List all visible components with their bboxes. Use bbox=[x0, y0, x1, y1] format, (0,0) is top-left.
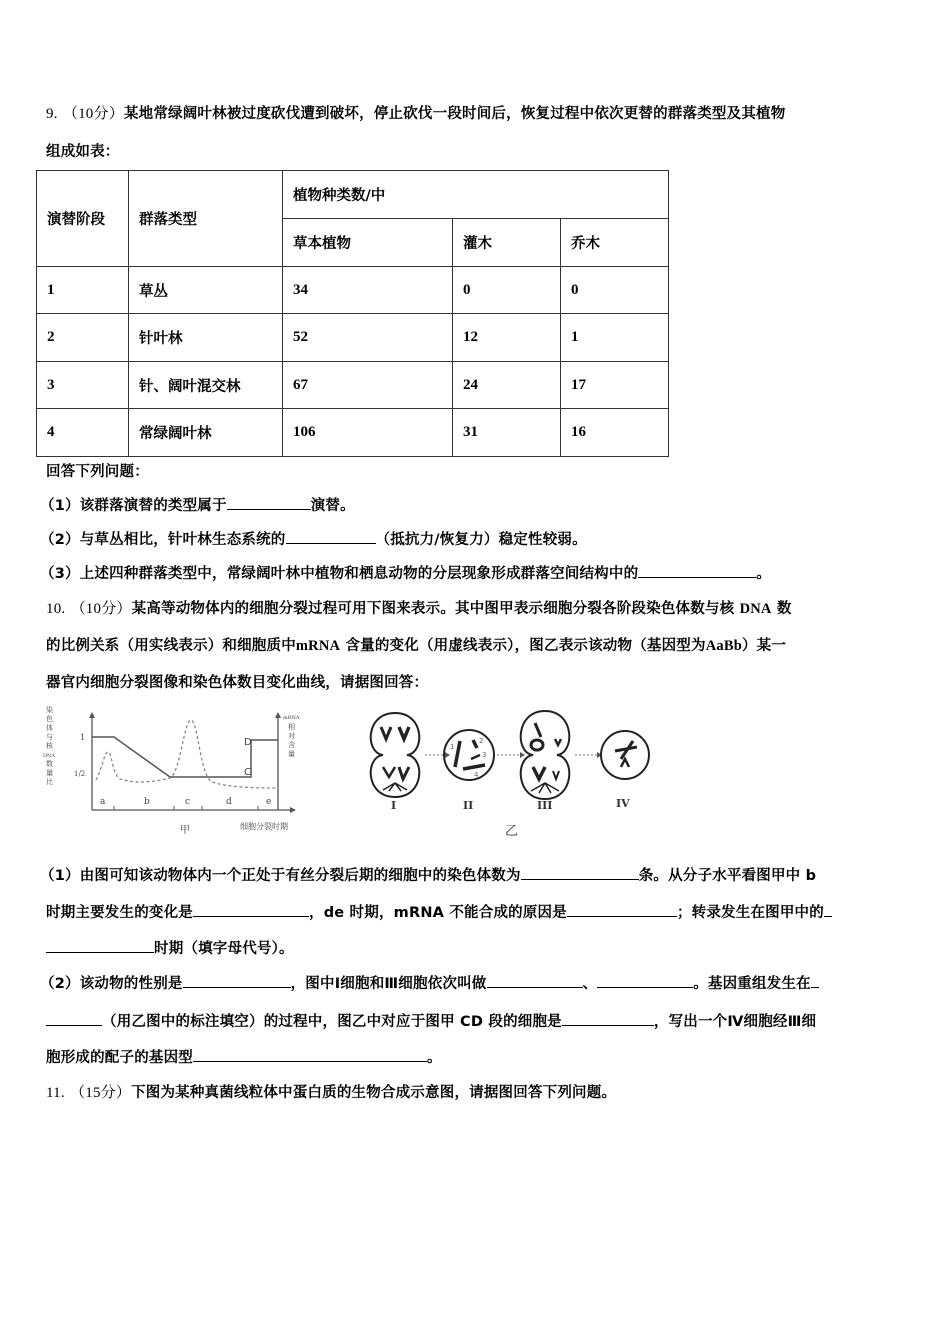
q11-number: 11. bbox=[46, 1085, 65, 1101]
q9-sub1 bbox=[40, 494, 355, 515]
q9-stem-line1 bbox=[46, 102, 785, 123]
q9-sub1-text-end: 演替。 bbox=[310, 498, 355, 514]
q10-sub2-text: （2）该动物的性别是 bbox=[40, 976, 183, 992]
q10-sub1-line2 bbox=[46, 901, 832, 922]
q9-stem-text: 某地常绿阔叶林被过度砍伐遭到破坏，停止砍伐一段时间后，恢复过程中依次更替的群落类型及其植物 bbox=[123, 106, 786, 122]
cell-type: 常绿阔叶林 bbox=[129, 409, 283, 457]
q9-stem-line2: 组成如表： bbox=[46, 144, 120, 160]
q10-sub2-line2 bbox=[46, 1010, 816, 1031]
svg-text:比: 比 bbox=[46, 778, 53, 786]
q10-sub2-text: ，图中Ⅰ细胞和Ⅲ细胞依次叫做 bbox=[290, 976, 487, 992]
cell-II bbox=[444, 730, 494, 780]
cell-shrub: 0 bbox=[453, 267, 561, 314]
q10-sub1-blank-4a[interactable] bbox=[824, 902, 832, 917]
q10-stem-text: 数 bbox=[776, 601, 792, 617]
q10-stem-line2 bbox=[46, 634, 786, 655]
q10-sub1-blank-4b[interactable] bbox=[46, 938, 154, 953]
svg-text:数: 数 bbox=[46, 760, 53, 768]
cell-stage: 3 bbox=[37, 362, 129, 409]
cell-shrub: 12 bbox=[453, 314, 561, 362]
q10-stem-text: 的比例关系（用实线表示）和细胞质中 bbox=[46, 638, 296, 654]
svg-text:2: 2 bbox=[479, 737, 484, 745]
q9-sub2-blank[interactable] bbox=[286, 529, 376, 544]
svg-text:与: 与 bbox=[46, 733, 53, 741]
svg-text:C: C bbox=[244, 767, 251, 778]
q9-sub3-text-end: 。 bbox=[756, 566, 771, 582]
cell-shrub: 31 bbox=[453, 409, 561, 457]
cell-herb: 106 bbox=[283, 409, 453, 457]
svg-text:色: 色 bbox=[46, 715, 53, 723]
subheader-shrub: 灌木 bbox=[453, 219, 561, 267]
svg-text:III: III bbox=[537, 799, 553, 812]
svg-text:a: a bbox=[100, 797, 106, 807]
svg-text:3: 3 bbox=[482, 751, 487, 759]
q9-sub2-text-end: （抵抗力/恢复力）稳定性较弱。 bbox=[375, 532, 587, 548]
svg-text:mRNA: mRNA bbox=[283, 715, 300, 721]
q9-number: 9. bbox=[46, 106, 58, 122]
q10-score: （10分） bbox=[70, 601, 132, 617]
q10-sub2-blank-4a[interactable] bbox=[811, 973, 819, 988]
q9-prompt: 回答下列问题： bbox=[46, 464, 149, 480]
q9-score: （10分） bbox=[62, 106, 124, 122]
svg-text:核: 核 bbox=[46, 742, 53, 750]
q9-sub3 bbox=[40, 562, 771, 583]
cell-stage: 4 bbox=[37, 409, 129, 457]
q10-number: 10. bbox=[46, 601, 66, 617]
q10-sub2-text: 。 bbox=[427, 1050, 442, 1066]
header-stage: 演替阶段 bbox=[37, 171, 129, 267]
figure-jia bbox=[40, 700, 320, 840]
figure-yi-cells bbox=[355, 705, 660, 845]
svg-text:相: 相 bbox=[288, 723, 295, 731]
svg-text:I: I bbox=[391, 799, 397, 812]
table-row bbox=[37, 314, 669, 362]
table-row bbox=[37, 267, 669, 314]
cell-herb: 34 bbox=[283, 267, 453, 314]
cell-herb: 67 bbox=[283, 362, 453, 409]
q10-sub2-text: 胞形成的配子的基因型 bbox=[46, 1050, 193, 1066]
q10-genotype: AaBb bbox=[705, 638, 742, 654]
table-row bbox=[37, 409, 669, 457]
cell-stage: 1 bbox=[37, 267, 129, 314]
svg-text:量: 量 bbox=[46, 769, 53, 777]
q9-sub3-blank[interactable] bbox=[638, 563, 756, 578]
svg-text:含: 含 bbox=[288, 741, 295, 749]
svg-text:对: 对 bbox=[288, 732, 295, 740]
q10-sub1-line3 bbox=[46, 937, 294, 958]
cell-tree: 16 bbox=[561, 409, 669, 457]
q10-stem-text: 某高等动物体内的细胞分裂过程可用下图来表示。其中图甲表示细胞分裂各阶段染色体数与核 bbox=[131, 601, 735, 617]
q9-sub1-blank[interactable] bbox=[227, 495, 311, 510]
cell-tree: 17 bbox=[561, 362, 669, 409]
svg-text:细胞分裂时期: 细胞分裂时期 bbox=[240, 822, 288, 831]
svg-text:染: 染 bbox=[46, 706, 53, 714]
q11-stem-text: 下图为某种真菌线粒体中蛋白质的生物合成示意图，请据图回答下列问题。 bbox=[131, 1085, 617, 1101]
cell-type: 针、阔叶混交林 bbox=[129, 362, 283, 409]
cell-III bbox=[521, 711, 570, 799]
subheader-tree: 乔木 bbox=[561, 219, 669, 267]
svg-text:4: 4 bbox=[474, 771, 479, 779]
q10-sub1-text: ；转录发生在图甲中的 bbox=[676, 905, 824, 921]
cell-tree: 0 bbox=[561, 267, 669, 314]
q10-stem-term: mRNA bbox=[295, 638, 341, 654]
figure-yi bbox=[355, 705, 660, 845]
q10-sub2-text: 、 bbox=[582, 976, 598, 992]
q10-sub2-blank-5[interactable] bbox=[562, 1011, 654, 1026]
table-row bbox=[37, 362, 669, 409]
q10-sub2-text: （用乙图中的标注填空）的过程中，图乙中对应于图甲 CD 段的细胞是 bbox=[102, 1014, 562, 1030]
svg-text:b: b bbox=[144, 797, 150, 807]
q10-sub2-text: 。基因重组发生在 bbox=[693, 976, 811, 992]
svg-text:乙: 乙 bbox=[505, 824, 519, 839]
q10-sub1-text: （1）由图可知该动物体内一个正处于有丝分裂后期的细胞中的染色体数为 bbox=[40, 868, 521, 884]
svg-text:1/2: 1/2 bbox=[74, 770, 86, 778]
svg-text:甲: 甲 bbox=[180, 825, 190, 836]
q11-score: （15分） bbox=[70, 1085, 132, 1101]
q9-sub2 bbox=[40, 528, 587, 549]
q9-sub3-text: （3）上述四种群落类型中，常绿阔叶林中植物和栖息动物的分层现象形成群落空间结构中的 bbox=[40, 566, 639, 582]
q10-sub2-blank-3[interactable] bbox=[597, 973, 693, 988]
succession-table bbox=[36, 170, 669, 457]
q11-stem bbox=[46, 1081, 616, 1102]
svg-text:体: 体 bbox=[46, 724, 53, 732]
svg-text:e: e bbox=[266, 797, 272, 807]
subheader-herb: 草本植物 bbox=[283, 219, 453, 267]
q10-sub2-line3 bbox=[46, 1046, 442, 1067]
header-species-count: 植物种类数/中 bbox=[283, 171, 669, 219]
cell-stage: 2 bbox=[37, 314, 129, 362]
svg-text:d: d bbox=[226, 797, 232, 807]
q10-stem-line1 bbox=[46, 597, 792, 618]
cell-type: 草丛 bbox=[129, 267, 283, 314]
q10-sub1-text: ，de 时期，mRNA 不能合成的原因是 bbox=[309, 905, 567, 921]
q10-sub2-blank-6[interactable] bbox=[193, 1047, 427, 1062]
svg-text:IV: IV bbox=[616, 797, 630, 810]
q10-sub2-text: ，写出一个Ⅳ细胞经Ⅲ细 bbox=[653, 1014, 817, 1030]
svg-text:DNA: DNA bbox=[43, 753, 55, 759]
figure-jia-chart bbox=[40, 700, 320, 840]
q10-sub2-blank-4b[interactable] bbox=[46, 1011, 102, 1026]
q10-sub1-text: 时期主要发生的变化是 bbox=[46, 905, 193, 921]
q10-sub2-blank-2[interactable] bbox=[487, 973, 583, 988]
svg-text:1: 1 bbox=[450, 743, 455, 751]
cell-herb: 52 bbox=[283, 314, 453, 362]
svg-text:量: 量 bbox=[288, 750, 295, 758]
q10-stem-term: DNA bbox=[739, 601, 772, 617]
q10-sub1-text: 条。从分子水平看图甲中 b bbox=[638, 868, 817, 884]
q10-sub1-text: 时期（填字母代号）。 bbox=[154, 941, 294, 957]
svg-text:D: D bbox=[244, 737, 252, 748]
cell-tree: 1 bbox=[561, 314, 669, 362]
q10-stem-text: ）某一 bbox=[741, 638, 787, 654]
q10-sub2-blank-1[interactable] bbox=[183, 973, 291, 988]
q10-sub1-line1 bbox=[40, 864, 816, 885]
svg-text:II: II bbox=[463, 799, 474, 812]
cell-type: 针叶林 bbox=[129, 314, 283, 362]
cell-IV bbox=[601, 731, 649, 779]
q9-sub2-text: （2）与草丛相比，针叶林生态系统的 bbox=[40, 532, 286, 548]
q10-sub1-blank-3[interactable] bbox=[567, 902, 677, 917]
q10-sub1-blank-2[interactable] bbox=[193, 902, 309, 917]
svg-text:c: c bbox=[185, 797, 191, 807]
q10-stem-line3: 器官内细胞分裂图像和染色体数目变化曲线，请据图回答： bbox=[46, 675, 429, 691]
svg-text:1: 1 bbox=[80, 733, 86, 742]
header-community-type: 群落类型 bbox=[129, 171, 283, 267]
q10-sub1-blank-1[interactable] bbox=[521, 865, 639, 880]
cell-shrub: 24 bbox=[453, 362, 561, 409]
cell-I bbox=[371, 713, 420, 797]
q10-stem-text: 含量的变化（用虚线表示），图乙表示该动物（基因型为 bbox=[345, 638, 706, 654]
q10-sub2-line1 bbox=[40, 972, 819, 993]
q9-sub1-text: （1）该群落演替的类型属于 bbox=[40, 498, 227, 514]
